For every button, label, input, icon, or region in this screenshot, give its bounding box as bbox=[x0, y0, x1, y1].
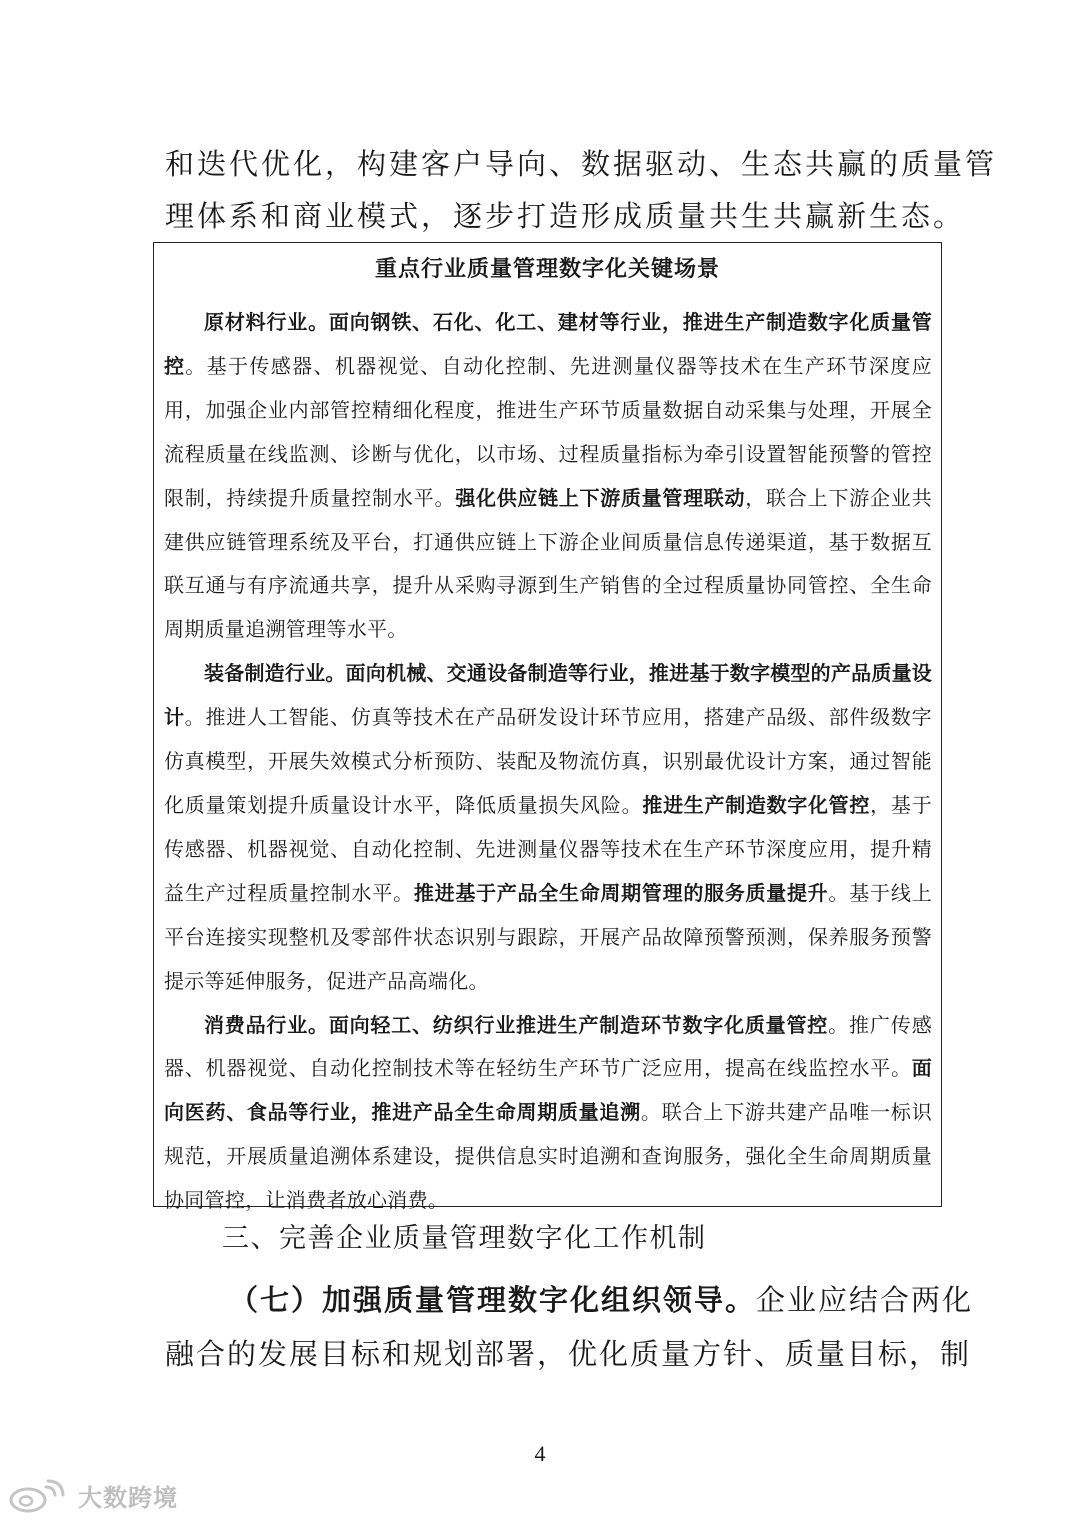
paragraph-seven bbox=[165, 1273, 974, 1381]
key-scenarios-box bbox=[153, 242, 942, 1213]
page-number: 4 bbox=[534, 1441, 546, 1466]
paragraph-seven-line-2: 融合的发展目标和规划部署，优化质量方针、质量目标，制 bbox=[165, 1337, 972, 1371]
box-title: 重点行业质量管理数字化关键场景 bbox=[374, 257, 720, 282]
raw-materials-paragraph bbox=[164, 301, 932, 652]
intro-line-1: 和迭代优化，构建客户导向、数据驱动、生态共赢的质量管 bbox=[165, 147, 998, 181]
intro-paragraph bbox=[165, 138, 998, 242]
paragraph-seven-line-1 bbox=[165, 1273, 974, 1327]
bold-phrase: 原材料行业。面向钢铁、石化、化工、建材等行业，推进生产制造数字化质量管控 bbox=[164, 310, 932, 378]
consumer-goods-paragraph bbox=[164, 1004, 932, 1224]
body-text: 。推广传感器、机器视觉、自动化控制技术等在轻纺生产环节广泛应用，提高在线监控水平。 bbox=[164, 1012, 933, 1081]
body-text: ，联合上下游企业共建供应链管理系统及平台，打通供应链上下游企业间质量信息传递渠道，基于数据互联互通与有序流通共享，提升从采购寻源到生产销售的全过程质量协同管控、全生命周期质量追溯管理等水平。 bbox=[164, 485, 932, 642]
bold-phrase: 推进基于产品全生命周期管理的服务质量提升 bbox=[413, 880, 829, 905]
equipment-paragraph bbox=[164, 652, 932, 1003]
bold-phrase: （七）加强质量管理数字化组织领导。 bbox=[229, 1283, 757, 1317]
bold-phrase: 强化供应链上下游质量管理联动 bbox=[455, 485, 746, 510]
body-text: 。联合上下游共建产品唯一标识规范，开展质量追溯体系建设，提供信息实时追溯和查询服务，强化全生命周期质量协同管控，让消费者放心消费。 bbox=[164, 1100, 932, 1213]
body-text: 。基于线上平台连接实现整机及零部件状态识别与跟踪，开展产品故障预警预测，保养服务预警提示等延伸服务，促进产品高端化。 bbox=[164, 880, 933, 993]
body-text: 企业应结合两化 bbox=[756, 1283, 974, 1317]
bold-phrase: 消费品行业。面向轻工、纺织行业推进生产制造环节数字化质量管控 bbox=[204, 1012, 829, 1037]
body-text: ，基于传感器、机器视觉、自动化控制、先进测量仪器等技术在生产环节深度应用，提升精益生产过程质量控制水平。 bbox=[164, 792, 932, 905]
intro-line-2: 理体系和商业模式，逐步打造形成质量共生共赢新生态。 bbox=[165, 199, 966, 233]
watermark bbox=[8, 1478, 178, 1513]
bold-phrase: 面向医药、食品等行业，推进产品全生命周期质量追溯 bbox=[164, 1056, 932, 1125]
bold-phrase: 推进生产制造数字化管控 bbox=[642, 792, 871, 817]
body-text: 。推进人工智能、仿真等技术在产品研发设计环节应用，搭建产品级、部件级数字仿真模型，开展失效模式分析预防、装配及物流仿真，识别最优设计方案，通过智能化质量策划提升质量设计水平，降低质量损失风险。 bbox=[164, 705, 932, 817]
weibo-logo-icon bbox=[8, 1479, 72, 1513]
box-body bbox=[164, 301, 932, 1223]
body-text: 。基于传感器、机器视觉、自动化控制、先进测量仪器等技术在生产环节深度应用，加强企业内部管控精细化程度，推进生产环节质量数据自动采集与处理，开展全流程质量在线监测、诊断与优化，以市场、过程质量指标为牵引设置智能预警的管控限制，持续提升质量控制水平。 bbox=[164, 353, 932, 510]
bold-phrase: 装备制造行业。面向机械、交通设备制造等行业，推进基于数字模型的产品质量设计 bbox=[164, 661, 932, 730]
watermark-text: 大数跨境 bbox=[78, 1484, 178, 1512]
section-heading: 三、完善企业质量管理数字化工作机制 bbox=[222, 1223, 707, 1254]
